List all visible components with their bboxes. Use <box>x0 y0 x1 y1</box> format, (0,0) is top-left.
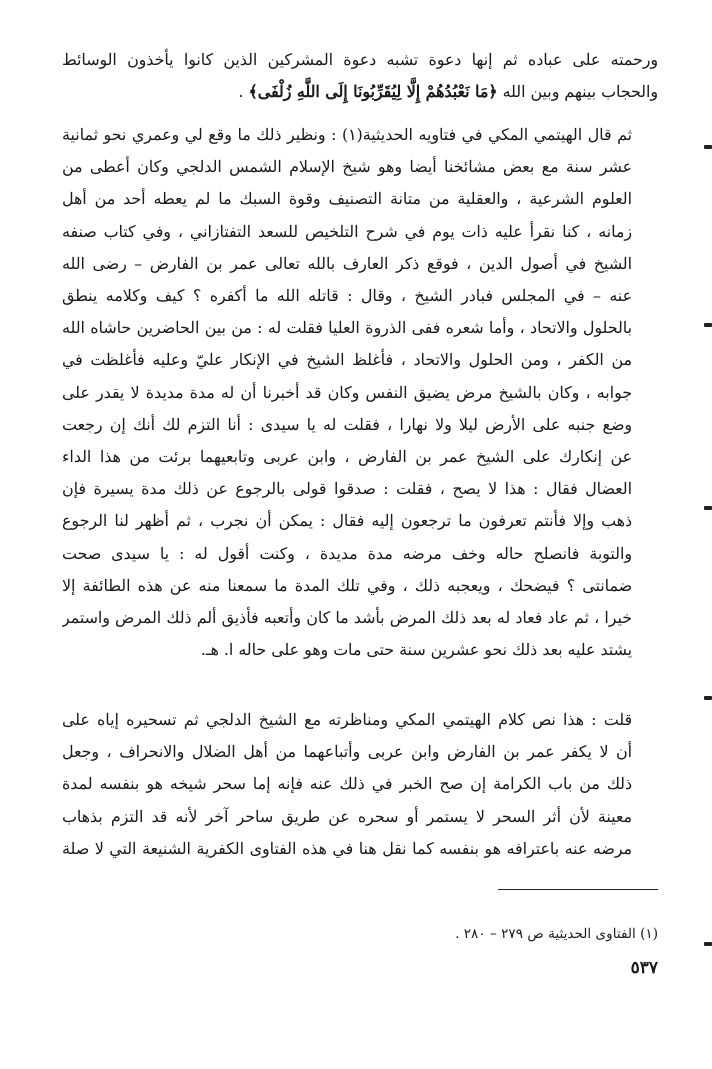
text-line-with-verse <box>62 76 658 108</box>
text-line: ورحمته على عباده ثم إنها دعوة تشبه دعوة المشركين الذين كانوا يأخذون الوسائط <box>62 50 658 69</box>
text-line: معينة لأن أثر السحر لا يستمر أو سحره عن طريق ساحر آخر لأنه قد التزم بذهاب <box>62 806 632 826</box>
text-line: يشتد عليه بعد ذلك نحو عشرين سنة حتى مات وهو على حاله ا. هـ. <box>200 640 632 660</box>
verse-terminator: . <box>238 82 249 102</box>
text-line: عن إنكارك على الشيخ عمر بن الفارض ، وابن عربى وتابعيهما برئت من هذا الداء <box>62 447 632 467</box>
text-line: قلت : هذا نص كلام الهيتمي المكي ومناظرته مع الشيخ الدلجي ثم تسحيره إياه على <box>62 710 632 729</box>
text-line: ثم قال الهيتمي المكي في فتاويه الحديثية(١) : ونظير ذلك ما وقع لي وعمري نحو ثمانية <box>62 125 632 144</box>
text-line: أن لا يكفر عمر بن الفارض وابن عربى وأتباعهما من أهل الضلال والانحراف ، وجعل <box>62 742 632 762</box>
edge-mark <box>704 506 712 510</box>
text-line: والحجاب بينهم وبين الله <box>502 82 658 102</box>
text-line: خيرا ، ثم عاد فعاد له بعد ذلك المرض بأشد ما كان وأتعبه فأذيق ألم ذلك المرض واستمر <box>62 608 632 628</box>
text-line: العضال فقال : هذا لا يصح ، فقلت : صدقوا قولى بالرجوع عن ذلك مدة يسيرة فإن <box>62 479 632 499</box>
text-line: ضمانتى ؟ فيضحك ، ويعجبه ذلك ، وفي تلك المدة ما سمعنا منه عن هذه الطائفة إلا <box>62 575 632 595</box>
page-number: ٥٣٧ <box>630 958 658 978</box>
text-line: وضع جنبه على الأرض ليلا ولا نهارا ، فقلت له يا سيدى : أنا التزم لك أنك إن رجعت <box>62 414 632 434</box>
text-line: بالحلول والاتحاد ، وأما شعره ففى الذروة العليا فقلت له : من بين الحاضرين حاشاه الله <box>62 318 632 338</box>
quran-verse: ﴿مَا نَعْبُدُهُمْ إِلَّا لِيُقَرِّبُونَا إِلَى اللَّهِ زُلْفَى﴾ <box>248 82 498 102</box>
text-line: زمانه ، كنا نقرأ عليه ذات يوم في شرح التلخيص للسعد التفتازاني ، وفي كتاب صنفه <box>62 221 632 241</box>
edge-mark <box>704 942 712 946</box>
edge-mark <box>704 145 712 149</box>
text-line: مرضه عنه باعترافه هو بنفسه كما نقل هنا في هذه الفتاوى الكفرية الشنيعة التي لا صلة <box>62 838 632 858</box>
paragraph-2 <box>62 119 658 666</box>
text-line: ذهب وإلا فأنتم تعرفون ما ترجعون إليه فقال : يمكن أن نجرب ، ثم أظهر لنا الرجوع <box>62 511 632 531</box>
text-line: جوابه ، وكان بالشيخ مرض يضيق النفس وكان قد أخبرنا أن له مدة مديدة لا يقدر على <box>62 382 632 402</box>
edge-mark <box>704 323 712 327</box>
text-line: عشر سنة مع بعض مشائخنا أيضا وهو شيخ الإسلام الشمس الدلجي وكان أعطى من <box>62 157 632 177</box>
text-line: ذلك من باب الكرامة إن صح الخبر في ذلك عنه فإنه إما سحر شيخه هو بنفسه لمدة <box>62 774 632 794</box>
footnote: (١) الفتاوى الحديثية ص ٢٧٩ – ٢٨٠ . <box>455 926 658 942</box>
paragraph-1 <box>62 44 658 108</box>
text-line: الشيخ في أصول الدين ، فوقع ذكر العارف بالله تعالى عمر بن الفارض – رضى الله <box>62 253 632 273</box>
text-line: والتوبة فانصلح حاله وخف مرضه مدة مديدة ، وكنت أقول له : يا سيدى صحت <box>62 543 632 563</box>
text-line: من الكفر ، ومن الحلول والاتحاد ، فأغلظ الشيخ في الإنكار عليّ وعليه فأغلظت في <box>62 350 632 370</box>
paragraph-3 <box>62 704 658 865</box>
edge-mark <box>704 696 712 700</box>
text-line: عنه – في المجلس فبادر الشيخ ، وقال : قاتله الله ما أكفره ؟ كيف وكلامه ينطق <box>62 286 632 306</box>
text-line: العلوم الشرعية ، والعقلية من متانة التصنيف وقوة السبك ما لم يعطه أحد من أهل <box>62 189 632 209</box>
footnote-divider <box>498 889 658 890</box>
